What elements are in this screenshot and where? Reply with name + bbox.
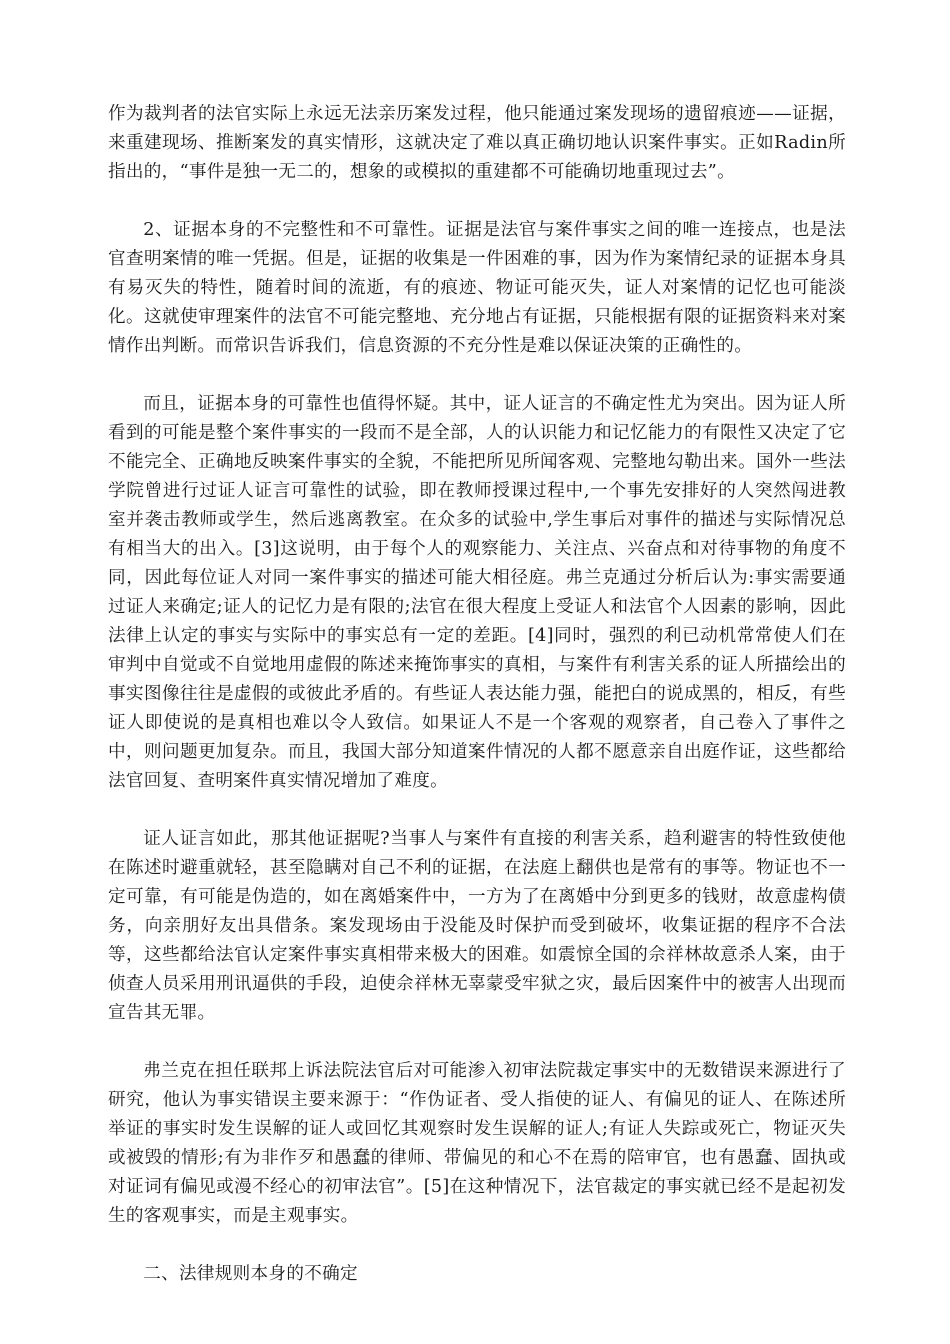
paragraph-3: 而且，证据本身的可靠性也值得怀疑。其中，证人证言的不确定性尤为突出。因为证人所看到的可能是整个案件事实的一段而不是全部，人的认识能力和记忆能力的有限性又决定了它不能完全、正确地反映案件事实的全貌，不能把所见所闻客观、完整地勾勒出来。国外一些法学院曾进行过证人证言可靠性的试验，即在教师授课过程中,一个事先安排好的人突然闯进教室并袭击教师或学生，然后逃离教室。在众多的试验中,学生事后对事件的描述与实际情况总有相当大的出入。[3]这说明，由于每个人的观察能力、关注点、兴奋点和对待事物的角度不同，因此每位证人对同一案件事实的描述可能大相径庭。弗兰克通过分析后认为:事实需要通过证人来确定;证人的记忆力是有限的;法官在很大程度上受证人和法官个人因素的影响，因此法律上认定的事实与实际中的事实总有一定的差距。[4]同时，强烈的利已动机常常使人们在审判中自觉或不自觉地用虚假的陈述来掩饰事实的真相，与案件有利害关系的证人所描绘出的事实图像往往是虚假的或彼此矛盾的。有些证人表达能力强，能把白的说成黑的，相反，有些证人即使说的是真相也难以令人致信。如果证人不是一个客观的观察者，自己卷入了事件之中，则问题更加复杂。而且，我国大部分知道案件情况的人都不愿意亲自出庭作证，这些都给法官回复、查明案件真实情况增加了难度。 [108, 394, 846, 791]
paragraph-5: 弗兰克在担任联邦上诉法院法官后对可能渗入初审法院裁定事实中的无数错误来源进行了研究，他认为事实错误主要来源于：“作伪证者、受人指使的证人、有偏见的证人、在陈述所举证的事实时发生误解的证人或回忆其观察时发生误解的证人;有证人失踪或死亡，物证灭失或被毁的情形;有为非作歹和愚蠢的律师、带偏见的和心不在焉的陪审官，也有愚蠢、固执或对证词有偏见或漫不经心的初审法官”。[5]在这种情况下，法官裁定的事实就已经不是起初发生的客观事实，而是主观事实。 [108, 1061, 846, 1226]
paragraph-1: 作为裁判者的法官实际上永远无法亲历案发过程，他只能通过案发现场的遗留痕迹——证据，来重建现场、推断案发的真实情形，这就决定了难以真正确切地认识案件事实。正如Radin所指出的，“事件是独一无二的，想象的或模拟的重建都不可能确切地重现过去”。 [108, 104, 846, 182]
paragraph-4: 证人证言如此，那其他证据呢?当事人与案件有直接的利害关系，趋利避害的特性致使他在陈述时避重就轻，甚至隐瞒对自己不利的证据，在法庭上翻供也是常有的事等。物证也不一定可靠，有可能是伪造的，如在离婚案件中，一方为了在离婚中分到更多的钱财，故意虚构债务，向亲朋好友出具借条。案发现场由于没能及时保护而受到破坏，收集证据的程序不合法等，这些都给法官认定案件事实真相带来极大的困难。如震惊全国的佘祥林故意杀人案，由于侦查人员采用刑讯逼供的手段，迫使佘祥林无辜蒙受牢狱之灾，最后因案件中的被害人出现而宣告其无罪。 [108, 829, 846, 1023]
paragraph-2: 2、证据本身的不完整性和不可靠性。证据是法官与案件事实之间的唯一连接点，也是法官查明案情的唯一凭据。但是，证据的收集是一件困难的事，因为作为案情纪录的证据本身具有易灭失的特性，随着时间的流逝，有的痕迹、物证可能灭失，证人对案情的记忆也可能淡化。这就使审理案件的法官不可能完整地、充分地占有证据，只能根据有限的证据资料来对案情作出判断。而常识告诉我们，信息资源的不充分性是难以保证决策的正确性的。 [108, 220, 846, 356]
document-page [108, 100, 846, 1289]
section-heading: 二、法律规则本身的不确定 [143, 1264, 358, 1284]
